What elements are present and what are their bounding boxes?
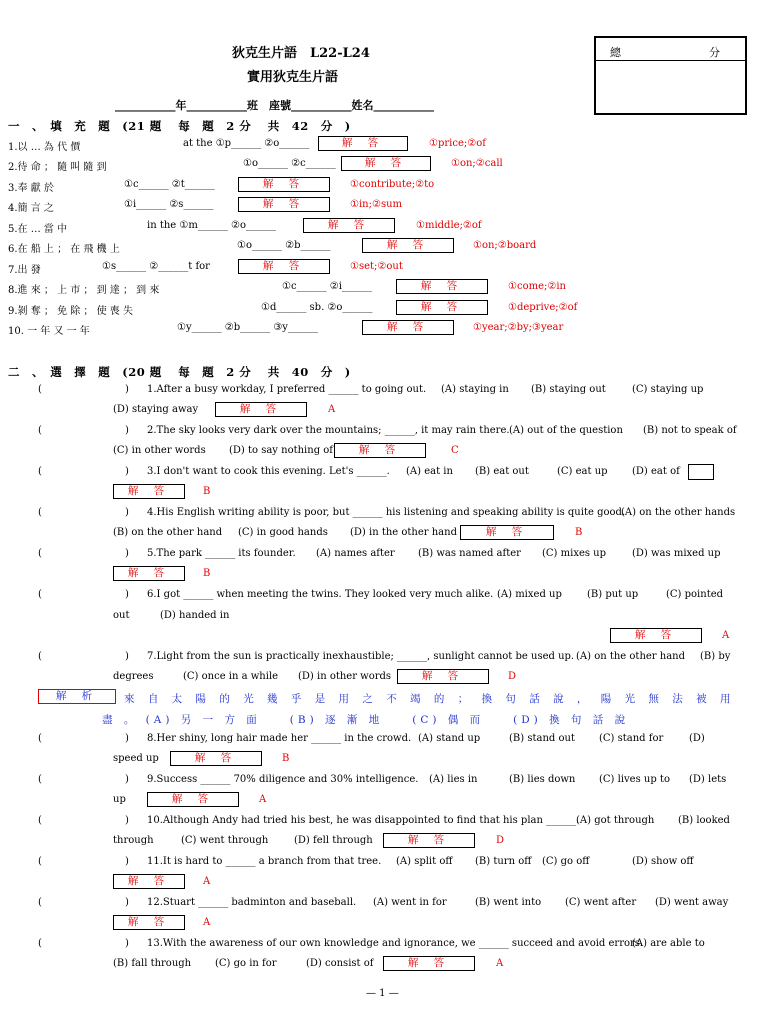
answer-button[interactable]: 解 答 — [396, 300, 488, 315]
option-d: (D) lets — [689, 774, 727, 785]
question-text: 6.I got ______ when meeting the twins. They looked very much alike. — [147, 589, 494, 600]
paren-close: ) — [125, 548, 129, 559]
answer-button[interactable]: 解 答 — [113, 874, 185, 889]
option-a: (A) are able to — [632, 938, 705, 949]
paren-open: ( — [38, 589, 42, 600]
option-c: (C) pointed — [666, 589, 724, 600]
option-b: (B) lies down — [509, 774, 576, 785]
option-d: (D) to say nothing of — [229, 445, 333, 456]
answer-button[interactable]: 解 答 — [215, 402, 307, 417]
option-d: (D) show off — [632, 856, 694, 867]
paren-close: ) — [125, 425, 129, 436]
answer-button[interactable]: 解 答 — [303, 218, 395, 233]
fill-blank: ①i______ ②s______ — [124, 199, 214, 210]
score-box — [594, 36, 747, 115]
choice-answer: A — [496, 958, 504, 969]
analysis-button[interactable]: 解 析 — [38, 689, 116, 704]
option-a: (A) on the other hand — [576, 651, 685, 662]
paren-close: ) — [125, 938, 129, 949]
fill-question: 6.在 船 上 ； 在 飛 機 上 — [8, 244, 120, 255]
option-d-cont: up — [113, 794, 126, 805]
paren-close: ) — [125, 815, 129, 826]
option-d: (D) consist of — [306, 958, 374, 969]
option-b-cont: degrees — [113, 671, 154, 682]
paren-close: ) — [125, 507, 129, 518]
paren-open: ( — [38, 815, 42, 826]
choice-answer: B — [203, 486, 211, 497]
option-c: (C) stand for — [599, 733, 664, 744]
page-number: — 1 — — [366, 988, 399, 999]
option-b: (B) went into — [475, 897, 542, 908]
fill-blank: ①c______ ②t______ — [124, 179, 215, 190]
option-d: (D) was mixed up — [632, 548, 721, 559]
paren-open: ( — [38, 774, 42, 785]
question-text: 9.Success ______ 70% diligence and 30% intelligence. — [147, 774, 419, 785]
fill-answer: ①price;②of — [429, 138, 486, 149]
fill-question: 7.出 發 — [8, 265, 41, 276]
paren-open: ( — [38, 466, 42, 477]
option-b: (B) fall through — [113, 958, 192, 969]
paren-open: ( — [38, 897, 42, 908]
option-b: (B) not to speak of — [643, 425, 737, 436]
option-c: (C) staying up — [632, 384, 704, 395]
option-d: (D) fell through — [294, 835, 373, 846]
section2-heading: 二 、 選 擇 題 (20 題 每 題 2 分 共 40 分 ) — [8, 365, 351, 379]
option-b: (B) turn off — [475, 856, 532, 867]
option-a: (A) mixed up — [497, 589, 562, 600]
paren-open: ( — [38, 507, 42, 518]
answer-button[interactable]: 解 答 — [397, 669, 489, 684]
option-a: (A) split off — [396, 856, 453, 867]
question-text: 1.After a busy workday, I preferred ______ to going out. — [147, 384, 427, 395]
fill-answer: ①in;②sum — [350, 199, 402, 210]
option-d: (D) in other words — [298, 671, 392, 682]
answer-button[interactable]: 解 答 — [334, 443, 426, 458]
blank-box — [688, 464, 714, 480]
fill-question: 9.剝 奪 ； 免 除 ； 使 喪 失 — [8, 306, 133, 317]
paren-open: ( — [38, 384, 42, 395]
choice-answer: B — [282, 753, 290, 764]
question-text: 3.I don't want to cook this evening. Let's ______. — [147, 466, 390, 477]
option-a: (A) stand up — [418, 733, 481, 744]
choice-answer: A — [203, 876, 211, 887]
answer-button[interactable]: 解 答 — [238, 259, 330, 274]
student-info-line: ___________年___________班 座號___________姓名___________ — [115, 99, 434, 112]
question-text: 4.His English writing ability is poor, but ______ his listening and speaking ability is quite good. — [147, 507, 626, 518]
paren-close: ) — [125, 466, 129, 477]
option-a: (A) eat in — [406, 466, 453, 477]
answer-button[interactable]: 解 答 — [147, 792, 239, 807]
question-text: 11.It is hard to ______ a branch from that tree. — [147, 856, 382, 867]
fill-answer: ①contribute;②to — [350, 179, 435, 190]
option-c-cont: out — [113, 610, 130, 621]
option-d-cont: speed up — [113, 753, 159, 764]
fill-blank: ①y______ ②b______ ③y______ — [177, 322, 318, 333]
fill-answer: ①on;②board — [473, 240, 537, 251]
fill-answer: ①deprive;②of — [508, 302, 578, 313]
option-c: (C) in other words — [113, 445, 206, 456]
choice-answer: B — [203, 568, 211, 579]
fill-answer: ①on;②call — [451, 158, 503, 169]
option-c: (C) in good hands — [238, 527, 328, 538]
paren-open: ( — [38, 651, 42, 662]
fill-question: 5.在 … 當 中 — [8, 224, 68, 235]
option-a: (A) staying in — [441, 384, 509, 395]
paren-open: ( — [38, 548, 42, 559]
paren-close: ) — [125, 733, 129, 744]
answer-button[interactable]: 解 答 — [460, 525, 554, 540]
choice-answer: C — [451, 445, 459, 456]
fill-blank: ①s______ ②______t for — [102, 261, 210, 272]
paren-open: ( — [38, 733, 42, 744]
fill-blank: ①c______ ②i______ — [282, 281, 372, 292]
answer-button[interactable]: 解 答 — [170, 751, 262, 766]
option-c: (C) went after — [565, 897, 637, 908]
fill-question: 8.進 來 ； 上 市 ； 到 達 ； 到 來 — [8, 285, 160, 296]
option-a: (A) got through — [576, 815, 655, 826]
answer-button[interactable]: 解 答 — [362, 320, 454, 335]
score-label: 總 分 — [610, 46, 720, 59]
title-sub: 實用狄克生片語 — [247, 70, 339, 85]
answer-button[interactable]: 解 答 — [341, 156, 431, 171]
fill-blank: ①o______ ②c______ — [243, 158, 336, 169]
paren-close: ) — [125, 897, 129, 908]
answer-button[interactable]: 解 答 — [362, 238, 454, 253]
option-b: (B) stand out — [509, 733, 575, 744]
option-d: (D) — [689, 733, 705, 744]
option-c: (C) mixes up — [542, 548, 607, 559]
title-main: 狄克生片語 L22-L24 — [232, 46, 370, 61]
choice-answer: B — [575, 527, 583, 538]
option-a: (A) names after — [316, 548, 395, 559]
question-text: 13.With the awareness of our own knowledge and ignorance, we ______ succeed and avoid errors. — [147, 938, 644, 949]
answer-button[interactable]: 解 答 — [383, 833, 475, 848]
option-c: (C) eat up — [557, 466, 608, 477]
choice-answer: A — [328, 404, 336, 415]
answer-button[interactable]: 解 答 — [113, 915, 185, 930]
option-b: (B) staying out — [531, 384, 606, 395]
fill-answer: ①year;②by;③year — [473, 322, 564, 333]
answer-button[interactable]: 解 答 — [318, 136, 408, 151]
fill-answer: ①middle;②of — [416, 220, 482, 231]
fill-question: 10. 一 年 又 一 年 — [8, 326, 90, 337]
question-text: 7.Light from the sun is practically inexhaustible; ______, sunlight cannot be used up. — [147, 651, 575, 662]
question-text: 8.Her shiny, long hair made her ______ in the crowd. — [147, 733, 412, 744]
option-a: (A) lies in — [429, 774, 478, 785]
choice-answer: A — [203, 917, 211, 928]
option-c: (C) went through — [181, 835, 269, 846]
answer-button[interactable]: 解 答 — [238, 177, 330, 192]
fill-blank: in the ①m______ ②o______ — [147, 220, 276, 231]
fill-blank: ①d______ sb. ②o______ — [261, 302, 373, 313]
option-b-cont: through — [113, 835, 154, 846]
option-a: (A) out of the question — [509, 425, 623, 436]
paren-open: ( — [38, 425, 42, 436]
question-text: 10.Although Andy had tried his best, he was disappointed to find that his plan ______. — [147, 815, 580, 826]
option-c: (C) go in for — [215, 958, 277, 969]
option-b: (B) by — [700, 651, 731, 662]
fill-question: 4.簡 言 之 — [8, 203, 54, 214]
paren-close: ) — [125, 589, 129, 600]
paren-close: ) — [125, 384, 129, 395]
answer-button[interactable]: 解 答 — [238, 197, 330, 212]
option-a: (A) on the other hands — [621, 507, 736, 518]
option-b: (B) was named after — [418, 548, 521, 559]
paren-open: ( — [38, 938, 42, 949]
fill-question: 1.以 … 為 代 價 — [8, 142, 81, 153]
option-d: (D) in the other hand — [350, 527, 457, 538]
paren-close: ) — [125, 651, 129, 662]
option-c: (C) lives up to — [599, 774, 670, 785]
fill-answer: ①set;②out — [350, 261, 403, 272]
option-c: (C) go off — [542, 856, 590, 867]
option-c: (C) once in a while — [183, 671, 279, 682]
option-b: (B) looked — [678, 815, 730, 826]
section1-heading: 一 、 填 充 題 (21 題 每 題 2 分 共 42 分 ) — [8, 119, 351, 133]
fill-question: 2.待 命 ； 隨 叫 隨 到 — [8, 162, 107, 173]
option-b: (B) on the other hand — [113, 527, 223, 538]
choice-answer: A — [259, 794, 267, 805]
fill-blank: at the ①p______ ②o______ — [183, 138, 310, 149]
choice-answer: D — [508, 671, 517, 682]
answer-button[interactable]: 解 答 — [610, 628, 702, 643]
choice-answer: A — [722, 630, 730, 641]
fill-answer: ①come;②in — [508, 281, 566, 292]
answer-button[interactable]: 解 答 — [396, 279, 488, 294]
option-a: (A) went in for — [373, 897, 447, 908]
option-d: (D) handed in — [160, 610, 230, 621]
option-b: (B) put up — [587, 589, 639, 600]
option-d: (D) went away — [655, 897, 729, 908]
answer-button[interactable]: 解 答 — [113, 484, 185, 499]
analysis-text: 盡 。 (A) 另 一 方 面 (B) 逐 漸 地 (C) 偶 而 (D) 換 句 話 說 — [102, 714, 630, 726]
option-b: (B) eat out — [475, 466, 529, 477]
fill-question: 3.奉 獻 於 — [8, 183, 54, 194]
option-d: (D) eat of — [632, 466, 680, 477]
paren-close: ) — [125, 856, 129, 867]
answer-button[interactable]: 解 答 — [113, 566, 185, 581]
question-text: 2.The sky looks very dark over the mountains; ______, it may rain there. — [147, 425, 510, 436]
paren-close: ) — [125, 774, 129, 785]
option-d: (D) staying away — [113, 404, 199, 415]
fill-blank: ①o______ ②b______ — [237, 240, 331, 251]
choice-answer: D — [496, 835, 505, 846]
question-text: 12.Stuart ______ badminton and baseball. — [147, 897, 357, 908]
paren-open: ( — [38, 856, 42, 867]
answer-button[interactable]: 解 答 — [383, 956, 475, 971]
question-text: 5.The park ______ its founder. — [147, 548, 296, 559]
analysis-text: 來 自 太 陽 的 光 幾 乎 是 用 之 不 竭 的 ； 換 句 話 說 ， 陽 光 無 法 被 用 — [124, 693, 736, 705]
